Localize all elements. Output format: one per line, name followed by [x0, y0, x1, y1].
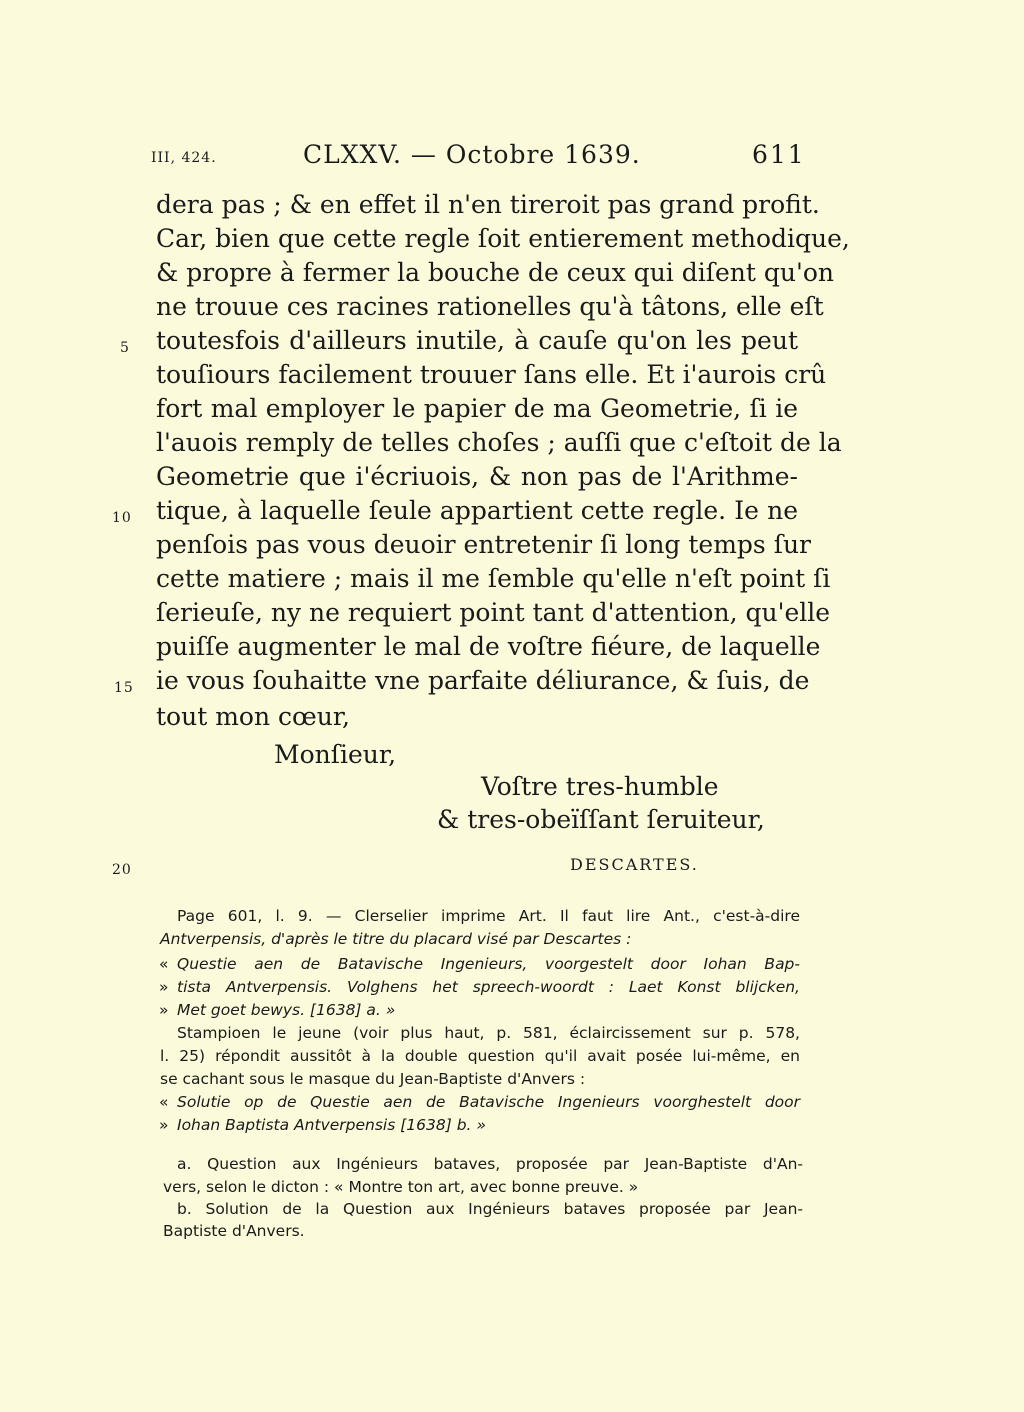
- quote-mark: »: [159, 978, 169, 996]
- line-number: 20: [112, 862, 132, 878]
- note-line: Stampioen le jeune (voir plus haut, p. 581, éclaircissement sur p. 578,: [177, 1024, 800, 1042]
- line-number: 15: [114, 680, 134, 696]
- note-line: l. 25) répondit aussitôt à la double question qu'il avait posée lui-même, en: [160, 1047, 800, 1065]
- salutation: Monſieur,: [274, 740, 397, 769]
- quote-line: [159, 1114, 800, 1137]
- quote-line: [159, 976, 800, 999]
- body-line: Geometrie que i'écriuois, & non pas de l'Arithme-: [156, 462, 798, 491]
- quote-text: tista Antverpensis. Volghens het spreech-woordt : Laet Konst blijcken,: [177, 978, 800, 996]
- body-line: ie vous ſouhaitte vne parfaite déliurance, & ſuis, de: [156, 666, 810, 695]
- body-line: dera pas ; & en effet il n'en tireroit pas grand profit.: [156, 190, 820, 219]
- quote-mark: »: [159, 1116, 169, 1134]
- body-line: fort mal employer le papier de ma Geometrie, ſi ie: [156, 394, 798, 423]
- body-line: Car, bien que cette regle ſoit entierement methodique,: [156, 224, 850, 253]
- closing-line: & tres-obeïſſant ſeruiteur,: [437, 805, 765, 834]
- body-line: puiſſe augmenter le mal de voſtre fiéure, de laquelle: [156, 632, 821, 661]
- page-number: 611: [752, 140, 806, 169]
- line-number: 5: [120, 340, 130, 356]
- body-line: penſois pas vous deuoir entretenir ſi long temps ſur: [156, 530, 812, 559]
- body-line: & propre à fermer la bouche de ceux qui diſent qu'on: [156, 258, 835, 287]
- body-line: tique, à laquelle ſeule appartient cette regle. Ie ne: [156, 496, 798, 525]
- letter-heading: CLXXV. — Octobre 1639.: [303, 140, 641, 169]
- body-line: cette matiere ; mais il me ſemble qu'elle n'eſt point ſi: [156, 564, 831, 593]
- body-line: l'auois remply de telles choſes ; auſſi que c'eſtoit de la: [156, 428, 842, 457]
- quote-text: Solutie op de Questie aen de Batavische Ingenieurs voorghestelt door: [177, 1093, 800, 1111]
- quote-mark: »: [159, 1001, 169, 1019]
- quote-line: [159, 953, 800, 976]
- footnote-b: Baptiste d'Anvers.: [163, 1222, 305, 1240]
- quote-text: Questie aen de Batavische Ingenieurs, voorgestelt door Iohan Bap-: [177, 955, 800, 973]
- quote-line: [159, 1091, 800, 1114]
- quote-line: [159, 999, 800, 1022]
- footnote-a: vers, selon le dicton : « Montre ton art, avec bonne preuve. »: [163, 1178, 639, 1196]
- footnote-a: a. Question aux Ingénieurs bataves, proposée par Jean-Baptiste d'An-: [177, 1155, 803, 1173]
- line-number: 10: [112, 510, 132, 526]
- volume-reference: III, 424.: [151, 150, 217, 166]
- note-line: [160, 928, 800, 951]
- quote-mark: «: [159, 1093, 169, 1111]
- note-line: Page 601, l. 9. — Clerselier imprime Art. Il faut lire Ant., c'est-à-dire: [177, 907, 800, 925]
- signature: DESCARTES.: [570, 855, 699, 874]
- body-line: ſerieuſe, ny ne requiert point tant d'attention, qu'elle: [156, 598, 831, 627]
- closing-line: Voſtre tres-humble: [481, 772, 719, 801]
- footnote-b: b. Solution de la Question aux Ingénieurs bataves proposée par Jean-: [177, 1200, 803, 1218]
- body-line: ne trouue ces racines rationelles qu'à tâtons, elle eſt: [156, 292, 824, 321]
- quote-mark: «: [159, 955, 169, 973]
- note-line: se cachant sous le masque du Jean-Baptiste d'Anvers :: [160, 1070, 586, 1088]
- quote-text: Met goet bewys. [1638] a. »: [177, 1001, 396, 1019]
- quote-text: Iohan Baptista Antverpensis [1638] b. »: [177, 1116, 486, 1134]
- body-line: touſiours facilement trouuer ſans elle. Et i'aurois crû: [156, 360, 827, 389]
- note-italic: Antverpensis, d'après le titre du placard visé par Descartes :: [160, 930, 632, 948]
- body-line: toutesfois d'ailleurs inutile, à cauſe qu'on les peut: [156, 326, 798, 355]
- body-line: tout mon cœur,: [156, 702, 350, 731]
